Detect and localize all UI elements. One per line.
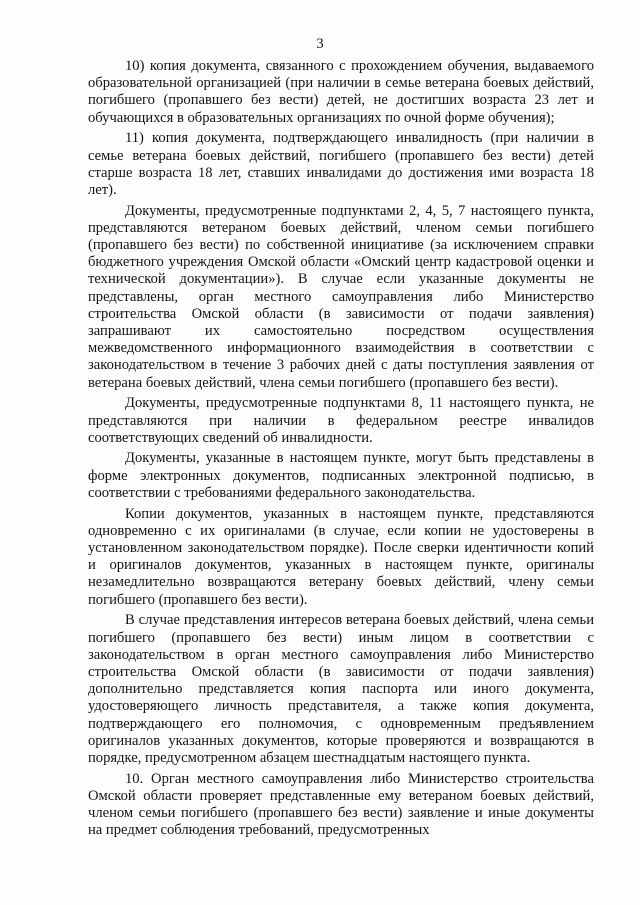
paragraph-item-10: 10. Орган местного самоуправления либо Министерство строительства Омской области проверяет представленные ему ветераном боевых действий, членом семьи погибшего (пропавшего без вести) заявление и иные документы на предмет соблюдения требований, предусмотренных	[88, 770, 594, 839]
paragraph-documents-initiative: Документы, предусмотренные подпунктами 2, 4, 5, 7 настоящего пункта, представляются ветераном боевых действий, членом семьи погибшего (пропавшего без вести) по собственной инициативе (за исключением справки бюджетного учреждения Омской области «Омский центр кадастровой оценки и технической документации»). В случае если указанные документы не представлены, орган местного самоуправления либо Министерство строительства Омской области (в зависимости от подачи заявления) запрашивают их самостоятельно посредством осуществления межведомственного информационного взаимодействия в соответствии с законодательством в течение 3 рабочих дней с даты поступления заявления от ветерана боевых действий, члена семьи погибшего (пропавшего без вести).	[88, 202, 594, 391]
paragraph-subitem-11: 11) копия документа, подтверждающего инвалидность (при наличии в семье ветерана боевых действий, погибшего (пропавшего без вести) детей старше возраста 18 лет, ставших инвалидами до достижения ими возраста 18 лет).	[88, 130, 594, 198]
paragraph-subitem-10: 10) копия документа, связанного с прохождением обучения, выдаваемого образовательной организацией (при наличии в семье ветерана боевых действий, погибшего (пропавшего без вести) детей, не достигших возраста 23 лет и обучающихся в образовательных организациях по очной форме обучения);	[88, 58, 594, 126]
paragraph-copies-originals: Копии документов, указанных в настоящем пункте, представляются одновременно с их оригиналами (в случае, если копии не удостоверены в установленном законодательством порядке). После сверки идентичности копий и оригиналов документов, указанных в настоящем пункте, оригиналы незамедлительно возвращаются ветерану боевых действий, члену семьи погибшего (пропавшего без вести).	[88, 505, 594, 608]
document-body	[88, 58, 594, 843]
page-number: 3	[316, 36, 324, 52]
paragraph-electronic-documents: Документы, указанные в настоящем пункте, могут быть представлены в форме электронных документов, подписанных электронной подписью, в соответствии с требованиями федерального законодательства.	[88, 450, 594, 501]
paragraph-representative: В случае представления интересов ветерана боевых действий, члена семьи погибшего (пропавшего без вести) иным лицом в соответствии с законодательством в орган местного самоуправления либо Министерство строительства Омской области (в зависимости от подачи заявления) дополнительно представляется копия паспорта или иного документа, удостоверяющего личность представителя, а также копия документа, подтверждающего его полномочия, с одновременным предъявлением оригиналов указанных документов, которые проверяются и возвращаются в порядке, предусмотренном абзацем шестнадцатым настоящего пункта.	[88, 612, 594, 766]
paragraph-documents-disability-registry: Документы, предусмотренные подпунктами 8, 11 настоящего пункта, не представляются при наличии в федеральном реестре инвалидов соответствующих сведений об инвалидности.	[88, 395, 594, 446]
